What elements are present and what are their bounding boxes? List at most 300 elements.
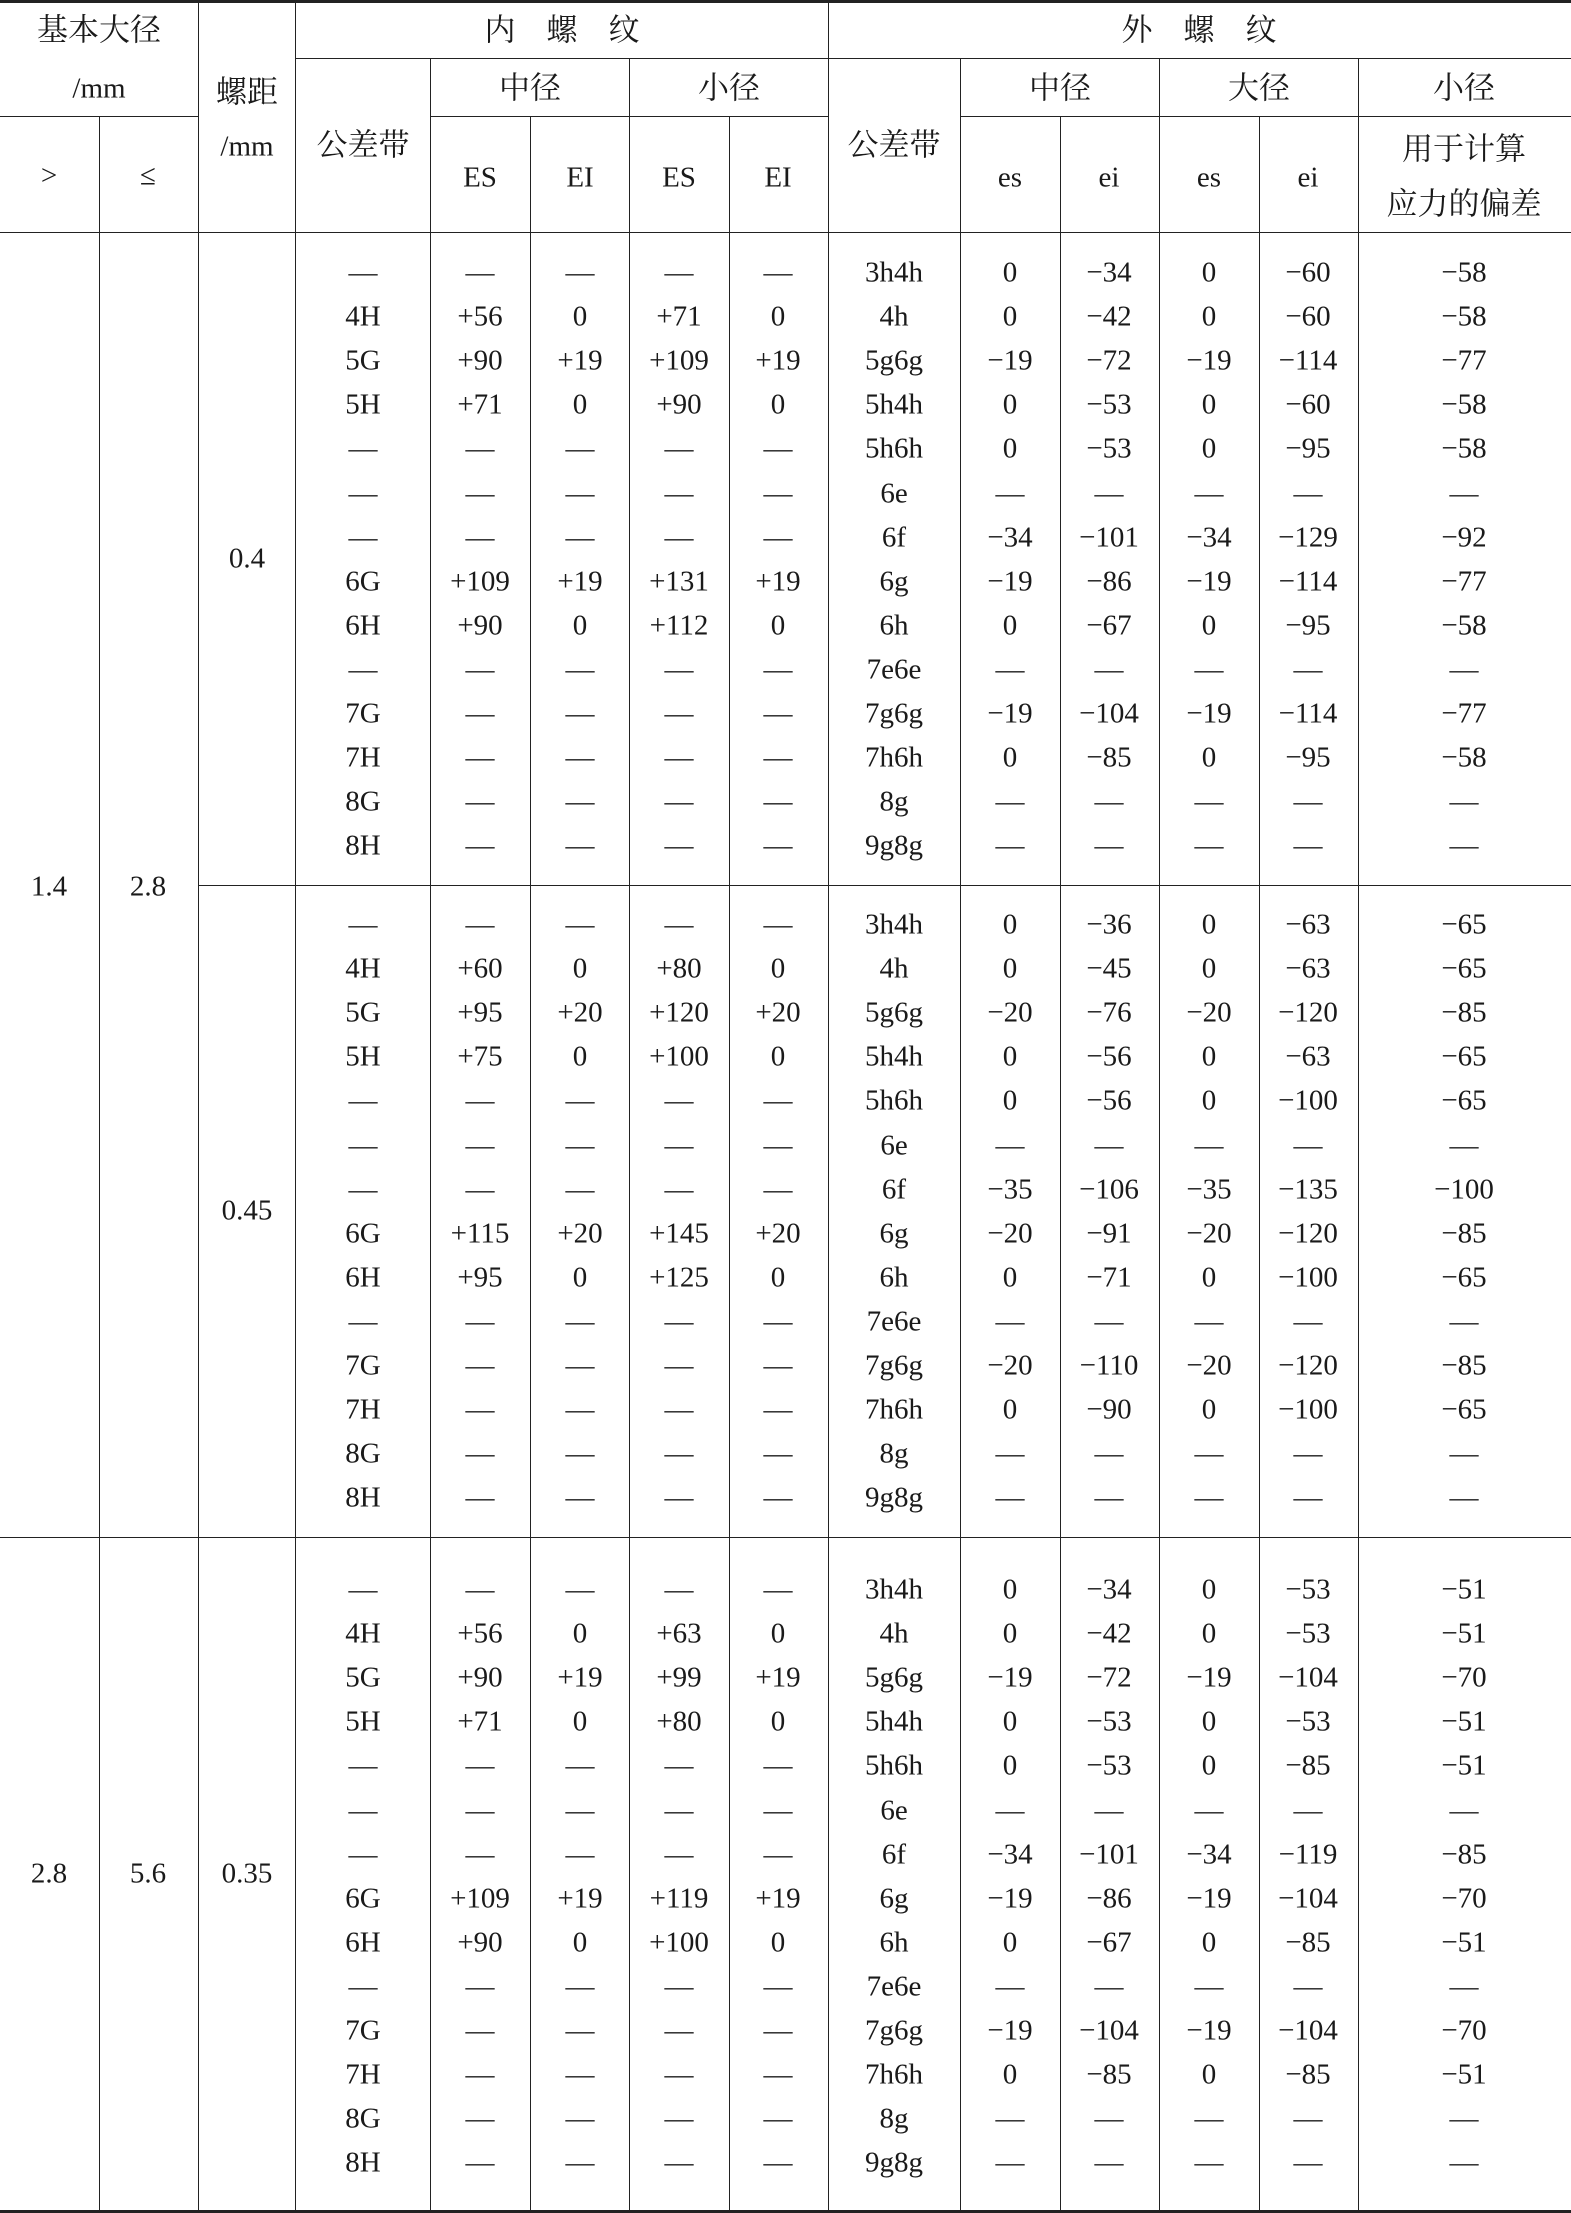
cell-int-pitch-ES: +109 (450, 1882, 510, 1915)
cell-int-minor-EI: 0 (770, 952, 786, 985)
cell-ext-tol-zone: 5h6h (865, 1749, 923, 1782)
cell-ext-stress-dev: — (1449, 2102, 1479, 2135)
cell-ext-pitch-ei: — (1094, 1970, 1124, 2003)
cell-int-minor-ES: — (664, 2058, 694, 2091)
cell-ext-tol-zone: 3h4h (865, 256, 923, 289)
cell-ext-tol-zone: 7h6h (865, 2058, 923, 2091)
cell-int-pitch-EI: — (565, 1838, 595, 1871)
cell-ext-major-es: 0 (1201, 2058, 1217, 2091)
cell-int-minor-ES: — (664, 829, 694, 862)
cell-ext-pitch-ei: −110 (1079, 1349, 1139, 1382)
cell-ext-major-ei: −85 (1285, 1749, 1331, 1782)
cell-ext-major-es: — (1194, 829, 1224, 862)
cell-int-pitch-ES: — (465, 1437, 495, 1470)
cell-ext-pitch-es: — (995, 1970, 1025, 2003)
cell-ext-tol-zone: 6f (881, 1838, 907, 1871)
cell-ext-tol-zone: 3h4h (865, 908, 923, 941)
cell-ext-major-ei: −95 (1285, 609, 1331, 642)
cell-int-tol-zone: 5G (345, 996, 381, 1029)
cell-ext-pitch-es: −20 (987, 1217, 1033, 1250)
cell-int-pitch-EI: — (565, 741, 595, 774)
cell-int-pitch-EI: — (565, 653, 595, 686)
cell-int-pitch-ES: — (465, 2102, 495, 2135)
cell-int-minor-ES: — (664, 1393, 694, 1426)
cell-int-minor-ES: — (664, 1437, 694, 1470)
cell-ext-pitch-es: −34 (987, 521, 1033, 554)
cell-ext-tol-zone: 6h (879, 1261, 909, 1294)
cell-ext-pitch-ei: −90 (1086, 1393, 1132, 1426)
cell-ext-stress-dev: −51 (1441, 1705, 1487, 1738)
cell-int-tol-zone: 6H (345, 609, 381, 642)
cell-ext-stress-dev: −85 (1441, 1838, 1487, 1871)
cell-ext-tol-zone: 4h (879, 300, 909, 333)
cell-ext-major-es: — (1194, 1129, 1224, 1161)
cell-int-minor-ES: +99 (656, 1661, 702, 1694)
cell-ext-tol-zone: 7e6e (866, 1970, 922, 2003)
cell-ext-stress-dev: −70 (1441, 2014, 1487, 2047)
cell-int-pitch-EI: +20 (557, 996, 603, 1029)
cell-ext-pitch-es: — (995, 1794, 1025, 1826)
cell-ext-major-ei: −63 (1285, 908, 1331, 941)
cell-int-pitch-ES: — (465, 2014, 495, 2047)
cell-ext-major-es: −19 (1186, 1882, 1232, 1915)
col-rule-ext-major (1159, 58, 1160, 2210)
header-int-minor-dia: 小径 (698, 70, 760, 107)
cell-ext-major-ei: — (1293, 653, 1323, 686)
cell-int-minor-ES: — (664, 2102, 694, 2135)
cell-int-minor-ES: — (664, 697, 694, 730)
cell-ext-pitch-es: −34 (987, 1838, 1033, 1871)
cell-ext-major-ei: — (1293, 1481, 1323, 1514)
cell-ext-tol-zone: 7h6h (865, 741, 923, 774)
cell-int-pitch-EI: — (565, 1173, 595, 1206)
cell-int-pitch-ES: — (465, 1573, 495, 1606)
cell-int-minor-EI: — (763, 1349, 793, 1382)
cell-ext-pitch-ei: −34 (1086, 1573, 1132, 1606)
cell-ext-stress-dev: −85 (1441, 1349, 1487, 1382)
cell-ext-major-ei: — (1293, 829, 1323, 862)
cell-ext-tol-zone: 6h (879, 1926, 909, 1959)
cell-ext-pitch-es: 0 (1002, 1749, 1018, 1782)
group-range-le: 2.8 (129, 870, 167, 903)
cell-ext-stress-dev: −51 (1441, 1617, 1487, 1650)
cell-ext-tol-zone: 6g (879, 565, 909, 598)
cell-int-tol-zone: — (348, 1749, 378, 1782)
cell-int-tol-zone: 7G (345, 697, 381, 730)
cell-ext-major-ei: −63 (1285, 1040, 1331, 1073)
cell-int-pitch-ES: +115 (450, 1217, 510, 1250)
cell-int-pitch-ES: +75 (457, 1040, 503, 1073)
cell-int-minor-ES: — (664, 1838, 694, 1871)
cell-ext-pitch-es: −20 (987, 996, 1033, 1029)
cell-int-minor-EI: — (763, 477, 793, 509)
cell-int-pitch-EI: — (565, 2014, 595, 2047)
cell-int-pitch-ES: +71 (457, 388, 503, 421)
cell-int-pitch-EI: — (565, 1573, 595, 1606)
cell-int-pitch-EI: — (565, 1794, 595, 1826)
cell-int-pitch-EI: +19 (557, 1882, 603, 1915)
col-rule-ext-major-es (1259, 116, 1260, 2210)
cell-int-pitch-EI: — (565, 697, 595, 730)
cell-ext-major-ei: — (1293, 1437, 1323, 1470)
cell-int-minor-ES: — (664, 521, 694, 554)
cell-ext-tol-zone: 5h4h (865, 388, 923, 421)
cell-ext-tol-zone: 5h4h (865, 1040, 923, 1073)
cell-int-minor-EI: — (763, 1794, 793, 1826)
cell-ext-pitch-ei: −53 (1086, 1705, 1132, 1738)
cell-ext-pitch-ei: −104 (1079, 697, 1139, 730)
col-rule-ext-minor (1358, 58, 1359, 2210)
cell-ext-tol-zone: 7g6g (865, 1349, 923, 1382)
cell-ext-tol-zone: 7g6g (865, 2014, 923, 2047)
cell-ext-major-ei: −85 (1285, 1926, 1331, 1959)
cell-int-pitch-EI: — (565, 1129, 595, 1161)
cell-int-tol-zone: 6G (345, 1217, 381, 1250)
cell-ext-major-es: 0 (1201, 1393, 1217, 1426)
cell-int-tol-zone: — (348, 1970, 378, 2003)
cell-ext-major-es: −34 (1186, 1838, 1232, 1871)
cell-ext-pitch-es: 0 (1002, 1084, 1018, 1117)
cell-ext-pitch-es: 0 (1002, 1926, 1018, 1959)
cell-ext-pitch-ei: — (1094, 785, 1124, 818)
header-ext-major-dia: 大径 (1228, 70, 1290, 107)
cell-ext-major-es: 0 (1201, 952, 1217, 985)
cell-ext-pitch-es: 0 (1002, 432, 1018, 465)
cell-ext-major-ei: −100 (1278, 1393, 1338, 1426)
cell-ext-major-es: −20 (1186, 1349, 1232, 1382)
cell-ext-pitch-es: −20 (987, 1349, 1033, 1382)
cell-int-minor-EI: — (763, 2014, 793, 2047)
cell-int-minor-ES: — (664, 1794, 694, 1826)
cell-ext-stress-dev: −58 (1441, 609, 1487, 642)
cell-int-pitch-EI: — (565, 477, 595, 509)
cell-int-tol-zone: 4H (345, 300, 381, 333)
cell-int-pitch-ES: — (465, 697, 495, 730)
cell-ext-tol-zone: 9g8g (865, 829, 923, 862)
cell-int-minor-EI: — (763, 1970, 793, 2003)
cell-int-tol-zone: 5H (345, 1705, 381, 1738)
cell-int-minor-EI: — (763, 1084, 793, 1117)
cell-ext-major-ei: — (1293, 1794, 1323, 1826)
cell-ext-tol-zone: 5h4h (865, 1705, 923, 1738)
cell-int-minor-EI: 0 (770, 1705, 786, 1738)
cell-ext-pitch-ei: −85 (1086, 741, 1132, 774)
cell-ext-major-ei: — (1293, 785, 1323, 818)
cell-ext-stress-dev: −51 (1441, 2058, 1487, 2091)
cell-ext-major-es: 0 (1201, 1261, 1217, 1294)
header-ext-pitch-dia: 中径 (1029, 70, 1091, 107)
cell-int-minor-ES: — (664, 2146, 694, 2179)
col-rule-ext-tol (960, 58, 961, 2210)
cell-int-minor-EI: — (763, 829, 793, 862)
cell-ext-tol-zone: 7h6h (865, 1393, 923, 1426)
cell-int-pitch-ES: — (465, 521, 495, 554)
cell-ext-stress-dev: −92 (1441, 521, 1487, 554)
cell-ext-major-ei: −100 (1278, 1084, 1338, 1117)
cell-int-minor-ES: +120 (649, 996, 709, 1029)
cell-ext-pitch-es: — (995, 2146, 1025, 2179)
cell-int-minor-EI: 0 (770, 609, 786, 642)
cell-ext-major-ei: −114 (1278, 697, 1338, 730)
cell-ext-major-ei: −53 (1285, 1573, 1331, 1606)
cell-int-minor-ES: — (664, 477, 694, 509)
col-rule-int-es (530, 116, 531, 2210)
cell-int-minor-ES: +119 (649, 1882, 709, 1915)
cell-ext-pitch-ei: −86 (1086, 565, 1132, 598)
cell-ext-pitch-ei: — (1094, 2102, 1124, 2135)
cell-int-minor-EI: +20 (755, 1217, 801, 1250)
cell-int-pitch-ES: — (465, 1481, 495, 1514)
cell-int-minor-EI: — (763, 2058, 793, 2091)
cell-int-minor-ES: +80 (656, 1705, 702, 1738)
cell-ext-pitch-ei: −42 (1086, 1617, 1132, 1650)
cell-int-pitch-ES: — (465, 1749, 495, 1782)
cell-int-tol-zone: — (348, 521, 378, 554)
cell-ext-major-ei: −129 (1278, 521, 1338, 554)
cell-ext-tol-zone: 6e (880, 1794, 908, 1826)
cell-int-minor-EI: 0 (770, 1617, 786, 1650)
cell-ext-pitch-es: — (995, 1129, 1025, 1161)
cell-int-minor-EI: — (763, 908, 793, 941)
cell-int-pitch-EI: — (565, 1749, 595, 1782)
cell-ext-pitch-es: — (995, 1305, 1025, 1338)
cell-int-pitch-EI: 0 (572, 388, 588, 421)
cell-ext-major-ei: −60 (1285, 256, 1331, 289)
cell-ext-major-es: 0 (1201, 1573, 1217, 1606)
cell-ext-stress-dev: — (1449, 1437, 1479, 1470)
cell-int-pitch-ES: — (465, 1349, 495, 1382)
cell-ext-major-es: 0 (1201, 1926, 1217, 1959)
cell-ext-major-ei: −63 (1285, 952, 1331, 985)
cell-ext-pitch-ei: — (1094, 1481, 1124, 1514)
cell-int-pitch-ES: +56 (457, 300, 503, 333)
cell-int-pitch-ES: — (465, 1084, 495, 1117)
cell-ext-major-es: −19 (1186, 1661, 1232, 1694)
cell-ext-pitch-ei: — (1094, 1129, 1124, 1161)
cell-ext-pitch-ei: −53 (1086, 1749, 1132, 1782)
cell-int-pitch-EI: 0 (572, 300, 588, 333)
header-ext-minor-dia: 小径 (1433, 70, 1495, 107)
cell-int-pitch-ES: +90 (457, 1926, 503, 1959)
cell-ext-pitch-es: 0 (1002, 609, 1018, 642)
cell-ext-major-ei: — (1293, 1970, 1323, 2003)
cell-ext-pitch-es: — (995, 1481, 1025, 1514)
cell-ext-pitch-es: — (995, 2102, 1025, 2135)
cell-int-pitch-EI: — (565, 1393, 595, 1426)
cell-ext-pitch-ei: — (1094, 829, 1124, 862)
cell-int-minor-ES: — (664, 1129, 694, 1161)
cell-ext-stress-dev: −51 (1441, 1573, 1487, 1606)
cell-int-tol-zone: 5H (345, 1040, 381, 1073)
cell-int-pitch-ES: — (465, 1129, 495, 1161)
cell-int-tol-zone: 7G (345, 2014, 381, 2047)
cell-ext-pitch-es: −19 (987, 2014, 1033, 2047)
cell-int-pitch-EI: +19 (557, 565, 603, 598)
cell-int-pitch-EI: — (565, 256, 595, 289)
cell-int-tol-zone: 7G (345, 1349, 381, 1382)
col-rule-pitch-int (295, 0, 296, 2210)
cell-ext-tol-zone: 6f (881, 1173, 907, 1206)
cell-int-minor-EI: — (763, 741, 793, 774)
cell-ext-pitch-es: −19 (987, 1882, 1033, 1915)
cell-ext-tol-zone: 9g8g (865, 1481, 923, 1514)
cell-int-minor-ES: +100 (649, 1926, 709, 1959)
cell-ext-pitch-ei: −42 (1086, 300, 1132, 333)
cell-ext-pitch-ei: — (1094, 653, 1124, 686)
cell-int-minor-ES: +80 (656, 952, 702, 985)
cell-int-minor-EI: — (763, 1393, 793, 1426)
cell-ext-stress-dev: — (1449, 785, 1479, 818)
cell-int-pitch-ES: +71 (457, 1705, 503, 1738)
cell-int-minor-EI: +19 (755, 565, 801, 598)
cell-int-pitch-ES: — (465, 1970, 495, 2003)
cell-ext-major-es: −20 (1186, 996, 1232, 1029)
cell-ext-major-es: −19 (1186, 2014, 1232, 2047)
cell-ext-major-ei: −119 (1278, 1838, 1338, 1871)
cell-int-minor-ES: +90 (656, 388, 702, 421)
cell-int-pitch-EI: 0 (572, 1617, 588, 1650)
cell-ext-tol-zone: 6e (880, 477, 908, 509)
cell-int-pitch-ES: — (465, 829, 495, 862)
cell-ext-pitch-es: — (995, 477, 1025, 509)
cell-int-minor-EI: +19 (755, 1661, 801, 1694)
cell-int-minor-EI: — (763, 2102, 793, 2135)
cell-int-minor-ES: +71 (656, 300, 702, 333)
cell-ext-pitch-es: 0 (1002, 388, 1018, 421)
cell-int-minor-EI: +19 (755, 344, 801, 377)
header-ext-tol-zone: 公差带 (847, 127, 941, 164)
cell-ext-major-es: 0 (1201, 609, 1217, 642)
cell-ext-major-ei: −135 (1278, 1173, 1338, 1206)
cell-ext-major-es: — (1194, 653, 1224, 686)
cell-ext-stress-dev: −65 (1441, 952, 1487, 985)
cell-ext-major-es: — (1194, 2102, 1224, 2135)
cell-ext-major-es: 0 (1201, 1749, 1217, 1782)
header-int-pitch-dia: 中径 (499, 70, 561, 107)
cell-ext-pitch-es: — (995, 829, 1025, 862)
cell-ext-tol-zone: 8g (879, 1437, 909, 1470)
cell-ext-major-ei: −114 (1278, 565, 1338, 598)
cell-int-pitch-EI: +20 (557, 1217, 603, 1250)
header-rule-2b (960, 116, 1571, 117)
cell-ext-major-es: 0 (1201, 908, 1217, 941)
header-le: ≤ (140, 159, 156, 192)
cell-ext-pitch-es: −19 (987, 565, 1033, 598)
cell-int-pitch-EI: — (565, 829, 595, 862)
cell-int-pitch-EI: — (565, 1349, 595, 1382)
cell-int-pitch-ES: — (465, 908, 495, 941)
cell-ext-major-ei: −95 (1285, 432, 1331, 465)
cell-ext-pitch-es: 0 (1002, 1040, 1018, 1073)
cell-ext-tol-zone: 5g6g (865, 1661, 923, 1694)
col-rule-dia-pitch (198, 0, 199, 2210)
cell-ext-tol-zone: 6f (881, 521, 907, 554)
cell-ext-major-ei: — (1293, 477, 1323, 509)
header-basic-major-dia: 基本大径 (37, 12, 161, 49)
cell-ext-major-ei: −60 (1285, 300, 1331, 333)
header-rule-1 (295, 58, 1571, 59)
cell-int-tol-zone: 6H (345, 1261, 381, 1294)
cell-int-tol-zone: — (348, 1084, 378, 1117)
cell-int-pitch-ES: +90 (457, 344, 503, 377)
cell-int-pitch-EI: — (565, 521, 595, 554)
cell-ext-tol-zone: 8g (879, 2102, 909, 2135)
cell-ext-pitch-ei: −53 (1086, 432, 1132, 465)
cell-ext-major-es: — (1194, 1481, 1224, 1514)
cell-ext-tol-zone: 6g (879, 1217, 909, 1250)
cell-int-tol-zone: 7H (345, 1393, 381, 1426)
cell-ext-pitch-es: — (995, 653, 1025, 686)
cell-int-minor-EI: — (763, 2146, 793, 2179)
cell-ext-tol-zone: 5h6h (865, 432, 923, 465)
cell-ext-stress-dev: −51 (1441, 1749, 1487, 1782)
cell-ext-stress-dev: — (1449, 829, 1479, 862)
cell-ext-major-ei: — (1293, 1305, 1323, 1338)
cell-ext-stress-dev: — (1449, 1970, 1479, 2003)
cell-ext-pitch-es: 0 (1002, 952, 1018, 985)
cell-ext-stress-dev: −85 (1441, 996, 1487, 1029)
cell-ext-pitch-es: 0 (1002, 1705, 1018, 1738)
cell-int-minor-ES: +131 (649, 565, 709, 598)
cell-ext-stress-dev: −65 (1441, 908, 1487, 941)
cell-int-minor-ES: — (664, 1573, 694, 1606)
section-pitch: 0.4 (228, 542, 266, 575)
col-rule-gt-le (99, 116, 100, 2210)
cell-int-pitch-ES: — (465, 653, 495, 686)
cell-int-pitch-EI: 0 (572, 1040, 588, 1073)
cell-ext-major-ei: −120 (1278, 996, 1338, 1029)
cell-int-tol-zone: — (348, 1129, 378, 1161)
cell-ext-pitch-es: 0 (1002, 908, 1018, 941)
cell-ext-pitch-ei: −67 (1086, 1926, 1132, 1959)
cell-int-minor-ES: — (664, 653, 694, 686)
cell-ext-major-es: −35 (1186, 1173, 1232, 1206)
cell-int-minor-ES: — (664, 1349, 694, 1382)
cell-ext-pitch-ei: — (1094, 477, 1124, 509)
cell-ext-pitch-es: 0 (1002, 300, 1018, 333)
cell-int-minor-EI: +19 (755, 1882, 801, 1915)
cell-int-minor-EI: — (763, 1437, 793, 1470)
cell-ext-stress-dev: −65 (1441, 1040, 1487, 1073)
cell-int-pitch-EI: — (565, 908, 595, 941)
cell-ext-tol-zone: 7g6g (865, 697, 923, 730)
cell-int-minor-EI: — (763, 1838, 793, 1871)
cell-ext-pitch-ei: −56 (1086, 1040, 1132, 1073)
cell-ext-pitch-ei: — (1094, 1305, 1124, 1338)
cell-int-tol-zone: 8G (345, 785, 381, 818)
cell-ext-tol-zone: 6g (879, 1882, 909, 1915)
cell-ext-stress-dev: — (1449, 1481, 1479, 1514)
cell-int-tol-zone: 8H (345, 1481, 381, 1514)
cell-ext-major-es: −19 (1186, 344, 1232, 377)
group-range-gt: 1.4 (30, 870, 68, 903)
cell-ext-stress-dev: −58 (1441, 256, 1487, 289)
cell-int-tol-zone: — (348, 256, 378, 289)
cell-int-minor-ES: — (664, 1970, 694, 2003)
cell-int-pitch-ES: — (465, 741, 495, 774)
cell-int-minor-ES: +145 (649, 1217, 709, 1250)
cell-int-minor-ES: — (664, 2014, 694, 2047)
cell-ext-pitch-ei: −86 (1086, 1882, 1132, 1915)
cell-int-pitch-ES: — (465, 432, 495, 465)
cell-ext-pitch-ei: −56 (1086, 1084, 1132, 1117)
header-int-minor-EI: EI (764, 161, 792, 194)
cell-int-minor-ES: — (664, 1749, 694, 1782)
header-int-pitch-ES: ES (463, 161, 497, 194)
cell-int-pitch-ES: +95 (457, 996, 503, 1029)
cell-int-minor-ES: — (664, 785, 694, 818)
cell-int-pitch-EI: — (565, 2058, 595, 2091)
